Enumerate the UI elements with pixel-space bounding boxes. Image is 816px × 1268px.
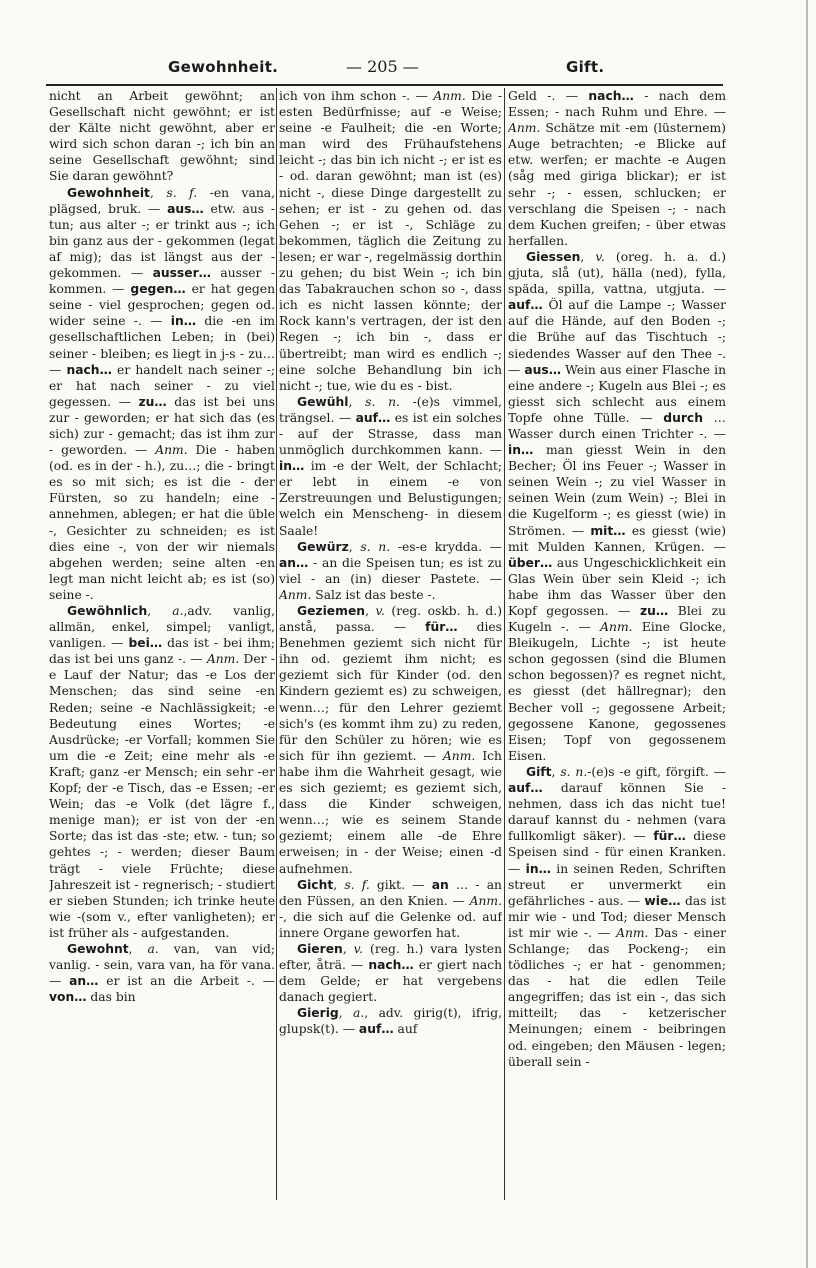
grammar-note: s. f. — [166, 185, 198, 200]
headword: ausser… — [152, 266, 211, 281]
headword: bei… — [128, 636, 163, 651]
dictionary-entry: Gierig, a., adv. girig(t), ifrig, glupsk(t). — auf… auf — [279, 1006, 502, 1037]
headword: aus… — [167, 201, 204, 216]
headword: gegen… — [130, 282, 186, 297]
page-header — [46, 56, 722, 82]
headword: in… — [170, 314, 197, 329]
headword: an… — [279, 555, 309, 570]
dictionary-entry: Geziemen, v. (reg. oskb. h. d.) anstå, passa. — für… dies Benehmen geziemt sich nicht für ihn od. geziemt ihm nicht; es geziemt sich für Kinder (od. den Kindern geziemt es) zu schweigen, wenn…; für den Lehrer geziemt sich's (es kommt ihm zu) zu reden, für den Schüler zu hören; wie es sich für ihn geziemt. — Anm. Ich habe ihm die Wahrheit gesagt, wie es sich geziemt; es geziemt sich, dass die Kinder schweigen, wenn…; wie es seinem Stande geziemt; einem alle -de Ehre erweisen; in - der Weise; einen -d aufnehmen. — [279, 604, 502, 876]
grammar-note: Anm. — [279, 587, 312, 602]
headword: Gift — [526, 764, 552, 779]
dictionary-entry: Giessen, v. (oreg. h. a. d.) gjuta, slå (ut), hälla (ned), fylla, späda, spilla, vattna, utgjuta. — auf… Öl auf die Lampe -; Wasser auf die Hände, auf den Boden -; die Brühe auf das Tischtuch -; siedendes Wasser auf den Thee -. — aus… Wein aus einer Flasche in eine andere -; Kugeln aus Blei -; es giesst sich schlecht aus einem Topfe ohne Tülle. — durch … Wasser durch einen Trichter -. — in… man giesst Wein in den Becher; Öl ins Feuer -; Wasser in seinen Wein -; zu viel Wasser in seinen Wein (zum Wein) -; Blei in die Kugelform -; es giesst (wie) in Strömen. — mit… es giesst (wie) mit Mulden Kannen, Krügen. — über… aus Ungeschicklichkeit ein Glas Wein über sein Kleid -; ich habe ihm das Wasser über den Kopf gegossen. — zu… Blei zu Kugeln -. — Anm. Eine Glocke, Bleikugeln, Lichte -; ist heute schon gegossen (sind die Blumen schon begossen)? es regnet nicht, es giesst (det hällregnar); den Becher voll -; gegossene Arbeit; gegossene Kanone, gegossenes Eisen; Topf von gegossenem Eisen. — [508, 249, 726, 763]
dictionary-entry: Gift, s. n.-(e)s -e gift, förgift. — auf… darauf können Sie - nehmen, dass ich das nicht tue! darauf kannst du - nehmen (vara fullkomligt säker). — für… diese Speisen sind - für einen Kranken. — in… in seinen Reden, Schriften streut er unvermerkt ein gefährliches - aus. — wie… das ist mir wie - und Tod; dieser Mensch ist mir wie -. — Anm. Das - einer Schlange; das Pockeng-; ein tödliches -; er hat - genommen; das - hat die edlen Teile angegriffen; das ist ein -, das sich mitteilt; das - ketzerischer Meinungen; einem - beibringen od. eingeben; den Mäusen - legen; überall sein - — [508, 764, 726, 1069]
headword: zu… — [639, 604, 669, 618]
grammar-note: Anm. — [433, 89, 466, 103]
headword: über… — [508, 555, 553, 570]
headword: Gierig — [297, 1006, 339, 1021]
dictionary-entry: Gewohnt, a. van, van vid; vanlig. - sein, vara van, ha för vana. — an… er ist an die Arbeit -. — von… das bin — [49, 941, 275, 1005]
headword: Gewühl — [297, 394, 349, 409]
grammar-note: a. — [353, 1006, 365, 1021]
column-2 — [279, 88, 502, 1200]
headword: für… — [653, 829, 686, 844]
grammar-note: Anm. — [206, 652, 240, 667]
headword: nach… — [66, 362, 112, 377]
headword: auf… — [358, 1022, 394, 1037]
column-divider-1 — [276, 88, 277, 1200]
headword: Gieren — [297, 941, 343, 956]
grammar-note: s. f. — [344, 877, 370, 892]
headword: auf… — [355, 410, 391, 425]
headword: Giessen — [526, 249, 581, 264]
grammar-note: v. — [353, 941, 364, 956]
entry-continuation: nicht an Arbeit gewöhnt; an Gesellschaft nicht gewöhnt; er ist der Kälte nicht gewöhnt, aber er wird sich schon daran -; ich bin an seine Gesellschaft gewöhnt; sind Sie daran gewöhnt? — [49, 89, 275, 184]
headword: an — [431, 877, 449, 892]
headword: Gewöhnlich — [67, 604, 148, 618]
page-edge — [806, 0, 808, 1268]
grammar-note: a. — [172, 604, 184, 618]
headword: an… — [69, 974, 99, 989]
headword: in… — [279, 459, 305, 474]
headword: in… — [508, 443, 534, 458]
dictionary-entry: Gicht, s. f. gikt. — an … - an den Füssen, an den Knien. — Anm. -, die sich auf die Gelenke od. auf innere Organe geworfen hat. — [279, 877, 502, 940]
header-left-catchword: Gewohnheit. — [168, 58, 279, 76]
dictionary-entry: Gewohnheit, s. f. -en vana, plägsed, bruk. — aus… etw. aus - tun; aus alter -; er trinkt aus -; ich bin ganz aus der - gekommen (legat af mig); das ist längst aus der - gekommen. — ausser… ausser - kommen. — gegen… er hat gegen seine - viel gesprochen; gegen od. wider seine -. — in… die -en im gesellschaftlichen Leben; in (bei) seiner - bleiben; es liegt in j-s - zu… — nach… er handelt nach seiner -; er hat nach seiner - zu viel gegessen. — zu… das ist bei uns zur - geworden; er hat sich das (es sich) zur - gemacht; das ist ihm zur - geworden. — Anm. Die - haben (od. es in der - h.), zu…; die - bringt es so mit sich; es ist die - der Fürsten, so zu handeln; eine - annehmen, ablegen; er hat die üble -, Gesichter zu schneiden; es ist dies eine -, von der wir niemals abgehen werden; seine alten -en legt man nicht leicht ab; es ist (so) seine -. — [49, 185, 275, 602]
entry-continuation: Geld -. — nach… - nach dem Essen; - nach Ruhm und Ehre. — Anm. Schätze mit -em (lüsternem) Auge betrachten; -e Blicke auf etw. werfen; er machte -e Augen (såg med giriga blickar); er ist sehr -; - essen, schlucken; er verschlang die Speisen -; - nach dem Kuchen greifen; - über etwas herfallen. — [508, 89, 726, 248]
dictionary-entry: Gewöhnlich, a.,adv. vanlig, allmän, enkel, simpel; vanligt, vanligen. — bei… das ist - bei ihm; das ist bei uns ganz -. — Anm. Der -e Lauf der Natur; das -e Los der Menschen; das sind seine -en Reden; seine -e Nachlässigkeit; -e Bedeutung eines Wortes; -e Ausdrücke; -er Vorfall; kommen Sie um die -e Zeit; eine mehr als -e Kraft; ganz -er Mensch; ein sehr -er Kopf; der -e Tisch, das -e Essen; -er Wein; das -e Volk (det lägre f., menige man); er ist von der -en Sorte; das ist das -ste; etw. - tun; so gehtes -; - werden; dieser Baum trägt - viele Früchte; diese Jahreszeit ist - regnerisch; - studiert er sieben Stunden; ich trinke heute wie -(som v., efter vanligheten); er ist früher als - aufgestanden. — [49, 604, 275, 940]
grammar-note: Anm. — [442, 748, 476, 763]
headword: Gewohnt — [67, 941, 129, 956]
headword: zu… — [138, 394, 167, 409]
headword: von… — [49, 990, 87, 1005]
column-divider-2 — [504, 88, 505, 1200]
grammar-note: a. — [147, 941, 159, 956]
headword: wie… — [644, 893, 681, 908]
headword: Gewürz — [297, 539, 349, 554]
grammar-note: v. — [375, 604, 385, 618]
headword: Gicht — [297, 877, 334, 892]
grammar-note: s. n. — [365, 394, 400, 409]
grammar-note: v. — [595, 249, 605, 264]
headword: in… — [525, 861, 551, 876]
column-1 — [49, 88, 275, 1200]
headword: nach… — [368, 958, 414, 973]
headword: Gewohnheit — [67, 185, 150, 200]
grammar-note: Anm. — [155, 443, 188, 458]
dictionary-entry: Gewühl, s. n. -(e)s vimmel, trängsel. — auf… es ist ein solches - auf der Strasse, dass man unmöglich durchkommen kann. — in… im -e der Welt, der Schlacht; er lebt in einem -e von Zerstreuungen und Belustigungen; welch ein Menscheng- in diesem Saale! — [279, 394, 502, 538]
entry-continuation: ich von ihm schon -. — Anm. Die -esten Bedürfnisse; auf -e Weise; seine -e Faulheit; die -en Worte; man wird des Frühaufstehens leicht -; das bin ich nicht -; er ist es - od. daran gewöhnt; man ist (es) nicht -, diese Dinge dargestellt zu sehen; er ist - zu gehen od. das Gehen -; er ist -, Schläge zu bekommen, täglich die Zeitung zu lesen; er war -, regelmässig dorthin zu gehen; du bist Wein -; ich bin das Tabakrauchen schon so -, dass ich es nicht lassen könnte; der Rock kann's vertragen, der ist den Regen -; ich bin -, dass er übertreibt; man wird es endlich -; eine solche Behandlung bin ich nicht -; tue, wie du es - bist. — [279, 89, 502, 393]
grammar-note: s. n. — [360, 539, 391, 554]
grammar-note: Anm. — [508, 121, 541, 136]
headword: durch — [663, 410, 703, 425]
column-3 — [508, 88, 726, 1200]
headword: aus… — [524, 362, 562, 377]
headword: für… — [425, 620, 458, 635]
headword: nach… — [588, 89, 634, 103]
dictionary-entry: Gewürz, s. n. -es-e krydda. — an… - an die Speisen tun; es ist zu viel - an (in) dieser Pastete. — Anm. Salz ist das beste -. — [279, 539, 502, 602]
dictionary-entry: Gieren, v. (reg. h.) vara lysten efter, åträ. — nach… er giert nach dem Gelde; er hat vergebens danach gegiert. — [279, 941, 502, 1005]
headword: Geziemen — [297, 604, 366, 618]
grammar-note: Anm. — [469, 893, 502, 908]
headword: auf… — [508, 298, 543, 313]
headword: auf… — [508, 781, 543, 796]
headword: mit… — [590, 523, 626, 538]
header-right-catchword: Gift. — [566, 58, 605, 76]
grammar-note: Anm. — [616, 925, 649, 940]
grammar-note: Anm. — [600, 620, 633, 635]
page-number: — 205 — — [346, 57, 419, 76]
grammar-note: s. n. — [560, 764, 588, 779]
header-rule — [46, 84, 723, 86]
